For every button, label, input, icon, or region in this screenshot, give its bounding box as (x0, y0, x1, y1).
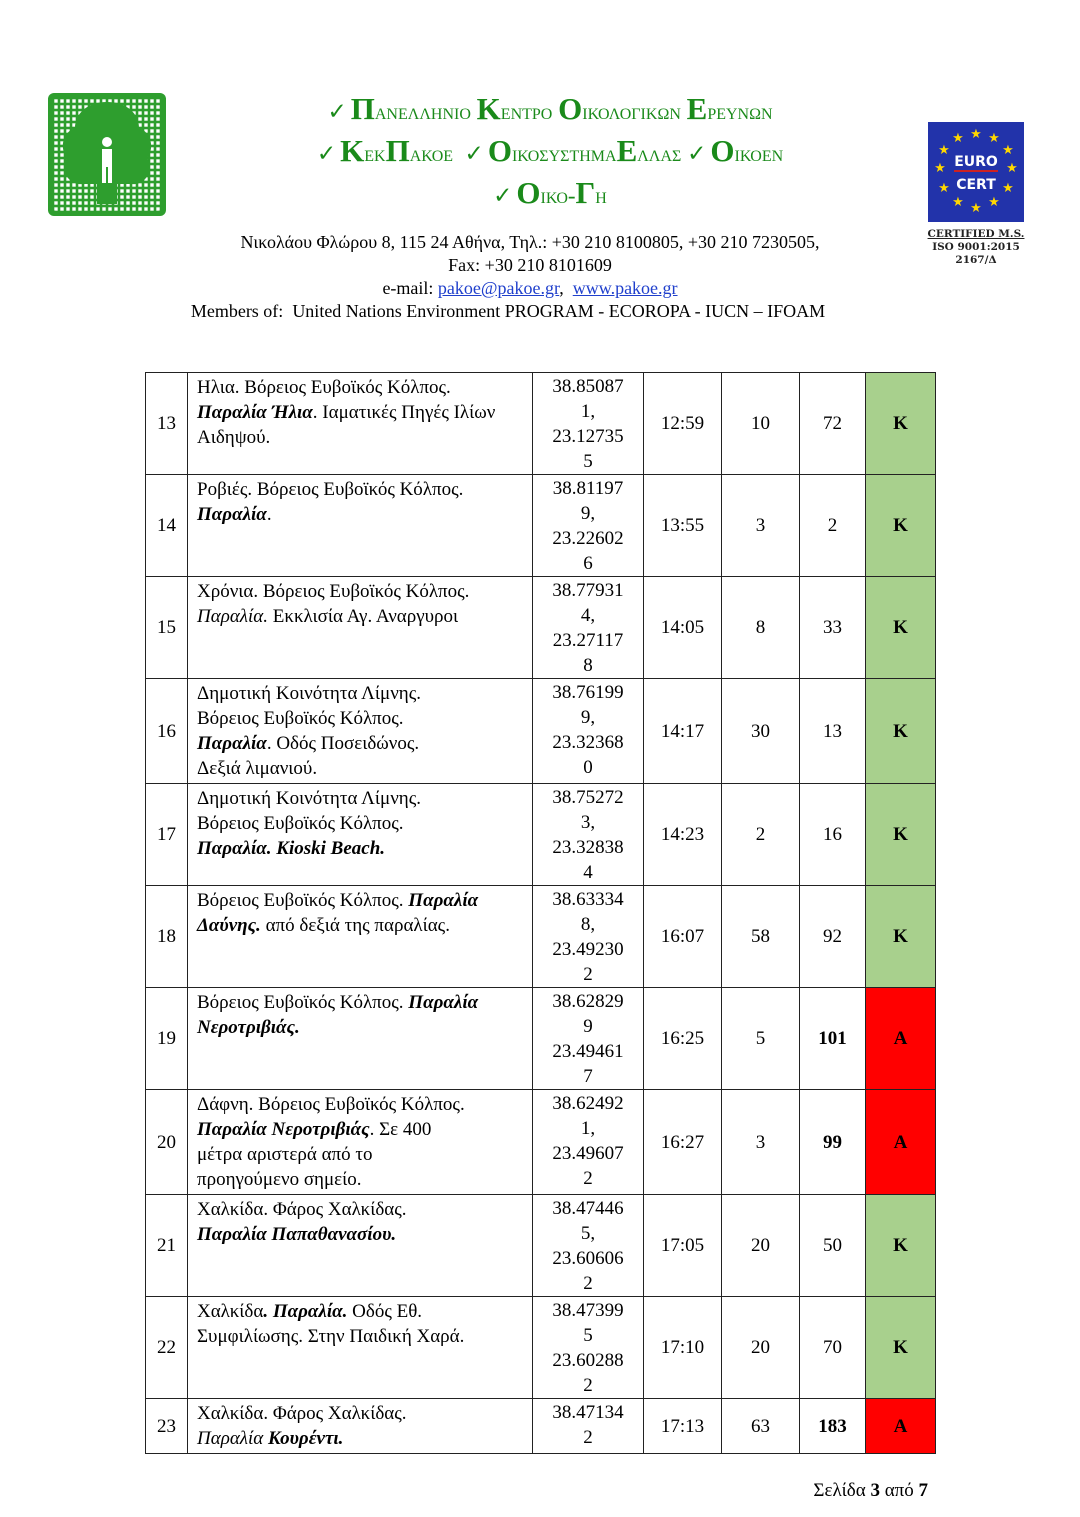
page-number: Σελίδα 3 από 7 (813, 1480, 928, 1501)
eurocert-logo (928, 122, 1024, 222)
value1-cell: 10 (722, 373, 800, 475)
table-row (146, 886, 936, 988)
table-row (146, 373, 936, 475)
value2-cell: 101 (800, 988, 866, 1090)
coordinates-cell: 38.47399 5 23.60288 2 (533, 1297, 644, 1399)
coordinates-cell: 38.63334 8, 23.49230 2 (533, 886, 644, 988)
coordinates-cell: 38.62829 9 23.49461 7 (533, 988, 644, 1090)
value1-cell: 3 (722, 1090, 800, 1195)
email-link[interactable]: pakoe@pakoe.gr (437, 278, 560, 298)
table-row (146, 679, 936, 784)
row-number: 15 (146, 577, 188, 679)
table-row (146, 1090, 936, 1195)
website-link[interactable]: www.pakoe.gr (572, 278, 678, 298)
value2-cell: 33 (800, 577, 866, 679)
value1-cell: 30 (722, 679, 800, 784)
location-cell: Χαλκίδα. Παραλία. Οδός Εθ. Συμφιλίωσης. Στην Παιδική Χαρά. (188, 1297, 533, 1399)
status-badge: Κ (866, 373, 936, 475)
svg-text:★: ★ (934, 161, 946, 176)
coordinates-cell: 38.47446 5, 23.60606 2 (533, 1195, 644, 1297)
check-icon: ✓ (316, 141, 337, 166)
svg-text:EURO: EURO (954, 154, 998, 170)
time-cell: 14:05 (644, 577, 722, 679)
svg-text:★: ★ (1002, 143, 1014, 158)
row-number: 18 (146, 886, 188, 988)
value2-cell: 183 (800, 1399, 866, 1454)
svg-text:★: ★ (970, 127, 982, 142)
table-row (146, 1399, 936, 1454)
check-icon: ✓ (493, 183, 513, 208)
value1-cell: 58 (722, 886, 800, 988)
status-badge: Α (866, 1399, 936, 1454)
table-row (146, 577, 936, 679)
svg-text:CERT: CERT (956, 177, 996, 193)
status-badge: Κ (866, 475, 936, 577)
value1-cell: 3 (722, 475, 800, 577)
value1-cell: 63 (722, 1399, 800, 1454)
table-row (146, 1195, 936, 1297)
check-icon: ✓ (327, 99, 347, 124)
svg-text:★: ★ (952, 195, 964, 210)
time-cell: 16:27 (644, 1090, 722, 1195)
row-number: 14 (146, 475, 188, 577)
time-cell: 16:07 (644, 886, 722, 988)
coordinates-cell: 38.75272 3, 23.32838 4 (533, 784, 644, 886)
cert-label: CERTIFIED M.S. (927, 228, 1025, 240)
org-brands-line: ✓ ΚεκΠακοε ✓ ΟικοσυστημαΕλλας ✓ Οικοεν (316, 133, 784, 168)
table-row (146, 988, 936, 1090)
row-number: 20 (146, 1090, 188, 1195)
value2-cell: 92 (800, 886, 866, 988)
fax-line: Fax: +30 210 8101609 (448, 255, 612, 275)
status-badge: Α (866, 988, 936, 1090)
time-cell: 17:05 (644, 1195, 722, 1297)
svg-text:★: ★ (988, 195, 1000, 210)
time-cell: 14:17 (644, 679, 722, 784)
coordinates-cell: 38.47134 2 (533, 1399, 644, 1454)
status-badge: Κ (866, 1195, 936, 1297)
row-number: 19 (146, 988, 188, 1090)
value1-cell: 8 (722, 577, 800, 679)
org-name-line: ✓ Πανελληνιο Κεντρο Οικολογικων Ερευνων (327, 91, 773, 126)
org-brand-line: ✓ Οικο-Γη (493, 175, 607, 210)
value1-cell: 5 (722, 988, 800, 1090)
iso-standard: ISO 9001:2015 (932, 241, 1020, 253)
check-icon: ✓ (687, 141, 707, 166)
coordinates-cell: 38.77931 4, 23.27117 8 (533, 577, 644, 679)
row-number: 17 (146, 784, 188, 886)
time-cell: 14:23 (644, 784, 722, 886)
table-row (146, 1297, 936, 1399)
time-cell: 16:25 (644, 988, 722, 1090)
location-cell: Βόρειος Ευβοϊκός Κόλπος. Παραλία Δαύνης. από δεξιά της παραλίας. (188, 886, 533, 988)
coordinates-cell: 38.62492 1, 23.49607 2 (533, 1090, 644, 1195)
status-badge: Κ (866, 784, 936, 886)
status-badge: Κ (866, 886, 936, 988)
value2-cell: 13 (800, 679, 866, 784)
svg-text:★: ★ (970, 201, 982, 216)
value2-cell: 50 (800, 1195, 866, 1297)
certification-text (922, 228, 1030, 267)
svg-text:★: ★ (938, 143, 950, 158)
value1-cell: 20 (722, 1195, 800, 1297)
row-number: 23 (146, 1399, 188, 1454)
time-cell: 12:59 (644, 373, 722, 475)
location-cell: Ροβιές. Βόρειος Ευβοϊκός Κόλπος. Παραλία. (188, 475, 533, 577)
status-badge: Κ (866, 577, 936, 679)
pakoe-logo (47, 92, 167, 217)
table-row (146, 784, 936, 886)
value2-cell: 72 (800, 373, 866, 475)
address-line: Νικολάου Φλώρου 8, 115 24 Αθήνα, Τηλ.: +30 210 8100805, +30 210 7230505, (240, 232, 820, 252)
table-row (146, 475, 936, 577)
status-badge: Κ (866, 1297, 936, 1399)
coordinates-cell: 38.85087 1, 23.12735 5 (533, 373, 644, 475)
row-number: 21 (146, 1195, 188, 1297)
contact-line: e-mail: pakoe@pakoe.gr, www.pakoe.gr (382, 278, 678, 298)
location-cell: Δάφνη. Βόρειος Ευβοϊκός Κόλπος. Παραλία Νεροτριβιάς. Σε 400 μέτρα αριστερά από το προηγούμενο σημείο. (188, 1090, 533, 1195)
svg-text:★: ★ (952, 131, 964, 146)
location-cell: Χρόνια. Βόρειος Ευβοϊκός Κόλπος. Παραλία. Εκκλισία Αγ. Αναργυροι (188, 577, 533, 679)
sampling-results-table (145, 372, 936, 1454)
coordinates-cell: 38.76199 9, 23.32368 0 (533, 679, 644, 784)
status-badge: Α (866, 1090, 936, 1195)
time-cell: 17:10 (644, 1297, 722, 1399)
value1-cell: 20 (722, 1297, 800, 1399)
location-cell: Ηλια. Βόρειος Ευβοϊκός Κόλπος. Παραλία Ήλια. Ιαματικές Πηγές Ιλίων Αιδηψού. (188, 373, 533, 475)
location-cell: Δημοτική Κοινότητα Λίμνης. Βόρειος Ευβοϊκός Κόλπος. Παραλία. Οδός Ποσειδώνος. Δεξιά λιμανιού. (188, 679, 533, 784)
value2-cell: 70 (800, 1297, 866, 1399)
time-cell: 13:55 (644, 475, 722, 577)
time-cell: 17:13 (644, 1399, 722, 1454)
members-line: Members of: United Nations Environment PROGRAM - ECOROPA - IUCN – IFOAM (190, 301, 826, 321)
value2-cell: 2 (800, 475, 866, 577)
location-cell: Χαλκίδα. Φάρος Χαλκίδας. Παραλία Κουρέντι. (188, 1399, 533, 1454)
location-cell: Χαλκίδα. Φάρος Χαλκίδας. Παραλία Παπαθανασίου. (188, 1195, 533, 1297)
cert-number: 2167/Δ (955, 254, 997, 266)
svg-text:★: ★ (938, 181, 950, 196)
svg-text:★: ★ (1006, 161, 1018, 176)
value1-cell: 2 (722, 784, 800, 886)
status-badge: Κ (866, 679, 936, 784)
location-cell: Δημοτική Κοινότητα Λίμνης. Βόρειος Ευβοϊκός Κόλπος. Παραλία. Kioski Beach. (188, 784, 533, 886)
svg-text:★: ★ (1002, 181, 1014, 196)
row-number: 22 (146, 1297, 188, 1399)
value2-cell: 16 (800, 784, 866, 886)
check-icon: ✓ (464, 141, 484, 166)
value2-cell: 99 (800, 1090, 866, 1195)
location-cell: Βόρειος Ευβοϊκός Κόλπος. Παραλία Νεροτριβιάς. (188, 988, 533, 1090)
row-number: 16 (146, 679, 188, 784)
row-number: 13 (146, 373, 188, 475)
coordinates-cell: 38.81197 9, 23.22602 6 (533, 475, 644, 577)
svg-text:★: ★ (988, 131, 1000, 146)
